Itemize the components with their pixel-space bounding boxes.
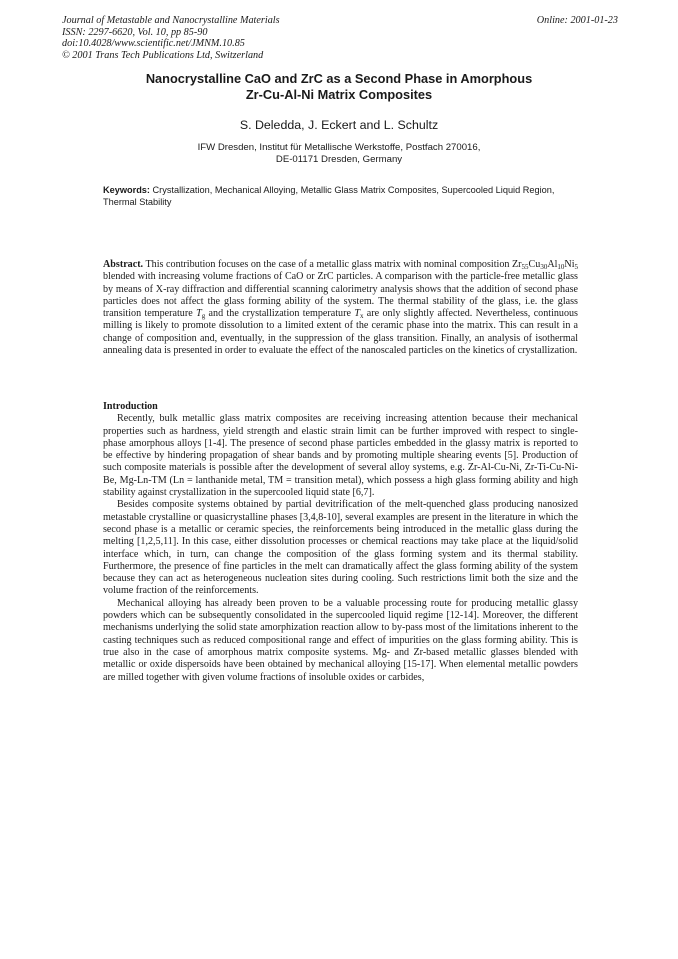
issn-line: ISSN: 2297-6620, Vol. 10, pp 85-90 [62, 26, 208, 38]
affiliation [70, 142, 608, 165]
abstract-text: blended with increasing volume fractions of CaO or ZrC particles. A comparison with the particle-free metallic glass by means of X-ray diffraction and differential scanning calorimetry analysis shows that the addition of second phase particles does not affect the glass forming ability of the system. The thermal stability of the glass, i.e. the glass transition temperature [103, 271, 578, 320]
introduction-section [103, 401, 578, 684]
abstract-text: are only slightly affected. Nevertheless, continuous milling is likely to promote dissolution to a limited extent of the ceramic phase into the matrix. This can result in a change of composition and, eventually, in the suppression of the glass transition. Finally, an analysis of isothermal annealing data is presented in order to evaluate the effect of the nanoscaled particles on the kinetics of crystallization. [103, 308, 578, 357]
subscript: 30 [540, 263, 548, 271]
paper-title [70, 71, 608, 103]
abstract-label: Abstract. [103, 259, 144, 270]
online-date: Online: 2001-01-23 [536, 15, 618, 26]
affiliation-line-1: IFW Dresden, Institut für Metallische Werkstoffe, Postfach 270016, [197, 142, 481, 153]
introduction-paragraph-1: Recently, bulk metallic glass matrix composites are receiving increasing attention because their mechanical properties such as hardness, yield strength and elastic strain limit can be further improved with respect to single-phase amorphous alloys [1-4]. The presence of second phase particles embedded in the glassy matrix is reported to be effective by hindering propagation of shear bands and by promoting multiple shearing events [5]. Production of such composite materials is possible after the development of several alloy systems, e.g. Zr-Al-Cu-Ni, Zr-Ti-Cu-Ni-Be, Mg-Ln-TM (Ln = lanthanide metal, TM = transition metal), which possess a high glass forming ability and high stability against crystallization in the supercooled liquid state [6,7]. [103, 413, 578, 499]
subscript: 10 [557, 263, 565, 271]
abstract-text: Cu [528, 259, 541, 270]
subscript: g [201, 312, 206, 321]
symbol-t: T [196, 308, 202, 320]
abstract-text: and the crystallization temperature [205, 308, 355, 320]
abstract-text: This contribution focuses on the case of a metallic glass matrix with nominal composition Zr [145, 259, 522, 270]
introduction-paragraph-3: Mechanical alloying has already been proven to be a valuable processing route for producing metallic glassy powders which can be subsequently consolidated in the supercooled liquid regime [12-14]. Moreover, the different mechanisms underlying the solid state amorphization reaction allow to by-pass most of the limitations inherent to the casting techniques such as reduced compositional range and effect of impurities on the glass forming ability. This is true also in the case of amorphous matrix composite systems. Mg- and Zr-based metallic glasses blended with metallic or oxide dispersoids have been obtained by mechanical alloying [15-17]. When elemental metallic powders are milled together with given volume fractions of insoluble oxides or carbides, [103, 597, 578, 683]
keywords-text: Crystallization, Mechanical Alloying, Metallic Glass Matrix Composites, Supercooled Liquid Region, Thermal Stability [103, 185, 555, 207]
symbol-t: T [354, 308, 360, 320]
doi-link[interactable]: doi:10.4028/www.scientific.net/JMNM.10.85 [62, 38, 245, 50]
title-line-2: Zr-Cu-Al-Ni Matrix Composites [245, 87, 433, 102]
authors: S. Deledda, J. Eckert and L. Schultz [239, 118, 439, 132]
copyright-line: © 2001 Trans Tech Publications Ltd, Switzerland [62, 49, 264, 61]
journal-name: Journal of Metastable and Nanocrystalline Materials [62, 15, 280, 26]
subscript: x [359, 312, 364, 321]
subscript: 5 [574, 263, 579, 271]
subscript: 55 [521, 263, 529, 271]
abstract-text: Al [547, 259, 558, 270]
abstract [103, 259, 578, 357]
title-line-1: Nanocrystalline CaO and ZrC as a Second Phase in Amorphous [145, 71, 533, 86]
abstract-text: Ni [564, 259, 575, 270]
keywords [103, 185, 581, 209]
affiliation-line-2: DE-01171 Dresden, Germany [275, 153, 403, 165]
journal-meta [62, 15, 280, 61]
introduction-heading: Introduction [103, 401, 158, 412]
introduction-paragraph-2: Besides composite systems obtained by partial devitrification of the melt-quenched glass producing nanosized metastable crystalline or quasicrystalline phases [3,4,8-10], several examples are present in the literature in which the second phase is a metallic or ceramic species, the reinforcements being introduced in the metallic glass during the melting [1,2,5,11]. In this case, either dissolution processes or chemical reactions may take place at the liquid/solid interface which, in turn, can change the composition of the glass forming system and its thermal stability. Furthermore, the presence of fine particles in the melt can dramatically affect the glass forming ability of the system because they can act as heterogeneous nucleation sites during cooling. Such restrictions limit both the size and the volume fraction of the reinforcements. [103, 499, 578, 597]
keywords-label: Keywords: [103, 185, 150, 195]
